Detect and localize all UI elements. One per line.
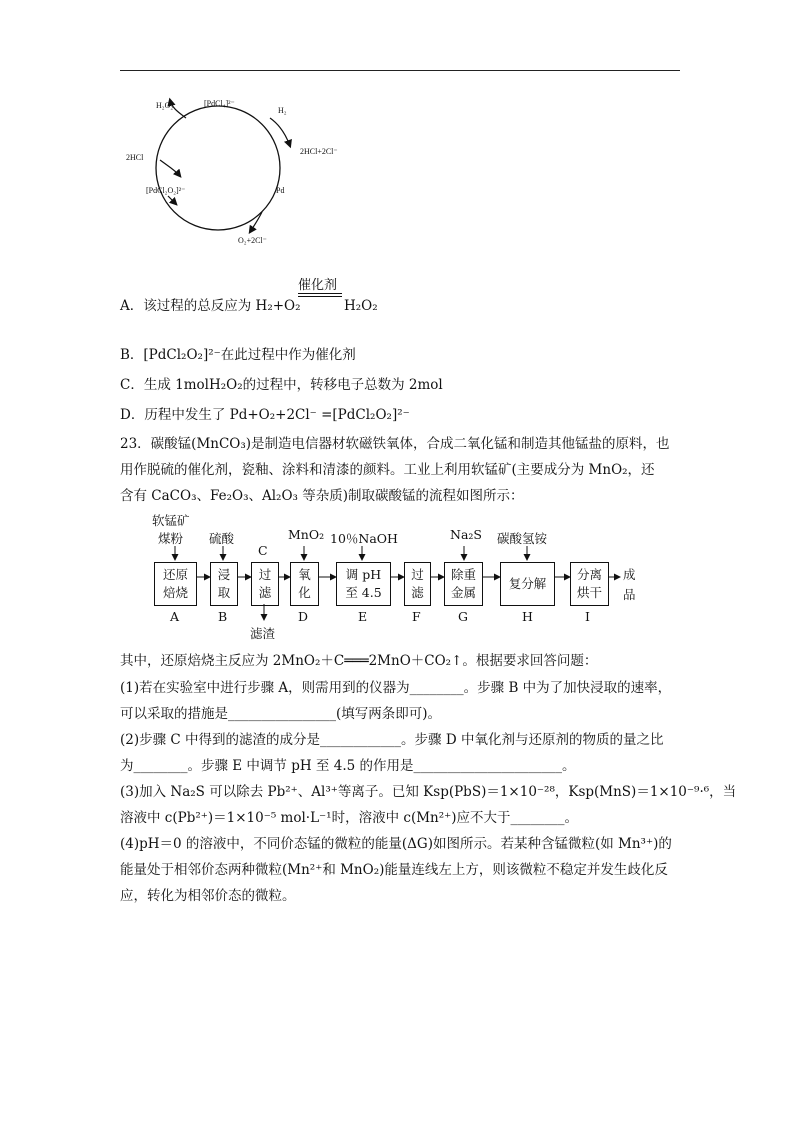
input-coal: 煤粉 (158, 531, 184, 546)
step-box-h: 复分解 (500, 562, 555, 606)
question-4-line-3: 应，转化为相邻价态的微粒。 (120, 888, 296, 904)
question-1-line-1: (1)若在实验室中进行步骤 A，则需用到的仪器为________。步骤 B 中为了加快浸取的速率， (120, 680, 672, 696)
question-4-line-2: 能量处于相邻价态两种微粒(Mn²⁺和 MnO₂)能量连线左上方，则该微粒不稳定并发生歧化反 (120, 862, 668, 878)
question-1-line-2: 可以采取的措施是________________(填写两条即可)。 (120, 706, 442, 722)
step-letter-b: B (218, 609, 228, 624)
input-ammonium-bicarbonate: 碳酸氢铵 (497, 531, 548, 546)
step-letter-f: F (412, 609, 421, 624)
step-box-f: 过 滤 (404, 562, 431, 606)
label-2hcl: 2HCl (126, 153, 144, 162)
step-letter-d: D (298, 609, 309, 624)
residue-label: 滤渣 (250, 626, 276, 641)
label-hcl-2cl: 2HCl+2Cl⁻ (300, 147, 338, 156)
label-pdcl4: [PdCl₄]²⁻ (204, 99, 235, 108)
input-na2s: Na₂S (450, 527, 482, 542)
option-d: D．历程中发生了 Pd+O₂+2Cl⁻ =[PdCl₂O₂]²⁻ (120, 407, 410, 423)
question-2-line-1: (2)步骤 C 中得到的滤渣的成分是____________。步骤 D 中氧化剂与还原剂的物质的量之比 (120, 732, 664, 748)
question-4-line-1: (4)pH＝0 的溶液中，不同价态锰的微粒的能量(ΔG)如图所示。若某种含锰微粒(如 Mn³⁺)的 (120, 836, 672, 852)
label-o2-2cl: O₂+2Cl⁻ (238, 236, 267, 245)
option-a-product: H₂O₂ (344, 298, 378, 314)
step-letter-i: I (585, 609, 590, 624)
step-box-b: 浸 取 (210, 562, 238, 606)
input-mno2: MnO₂ (288, 527, 325, 542)
option-a: A．该过程的总反应为 H₂+O₂ (120, 298, 301, 314)
step-letter-a: A (170, 609, 180, 624)
step-letter-g: G (458, 609, 468, 624)
flow-arrows (0, 500, 800, 650)
step-letter-e: E (358, 609, 368, 624)
label-pdcl2o2: [PdCl₂O₂]²⁻ (146, 186, 186, 195)
label-h2o2: H₂O₂ (156, 101, 174, 110)
q23-intro-2: 用作脱硫的催化剂，瓷釉、涂料和清漆的颜料。工业上利用软锰矿(主要成分为 MnO₂，还 (120, 462, 655, 478)
step-letter-h: H (522, 609, 533, 624)
q23-intro-3: 含有 CaCO₃、Fe₂O₃、Al₂O₃ 等杂质)制取碳酸锰的流程如图所示： (120, 488, 524, 504)
step-box-i: 分离 烘干 (570, 562, 609, 606)
step-box-g: 除重 金属 (444, 562, 483, 606)
catalyst-label: 催化剂 (298, 278, 338, 293)
label-h2: H₂ (278, 106, 287, 115)
reaction-statement: 其中，还原焙烧主反应为 2MnO₂＋C═══2MnO＋CO₂↑。根据要求回答问题： (120, 653, 598, 669)
equal-bar-top (298, 293, 342, 294)
equal-bar-bottom (298, 296, 342, 297)
product-label-2: 品 (623, 587, 636, 602)
q23-intro-1: 23．碳酸锰(MnCO₃)是制造电信器材软磁铁氧体，合成二氧化锰和制造其他锰盐的原料，也 (120, 436, 670, 452)
step-box-a: 还原 焙烧 (154, 562, 197, 606)
label-pd: Pd (276, 186, 285, 195)
question-3-line-1: (3)加入 Na₂S 可以除去 Pb²⁺、Al³⁺等离子。已知 Ksp(PbS)＝1×10⁻²⁸，Ksp(MnS)＝1×10⁻⁹·⁶，当 (120, 784, 737, 800)
input-sulfuric-acid: 硫酸 (209, 531, 235, 546)
option-b: B．[PdCl₂O₂]²⁻在此过程中作为催化剂 (120, 347, 356, 363)
product-label-1: 成 (623, 567, 636, 582)
step-box-c: 过 滤 (251, 562, 279, 606)
input-c: C (258, 543, 268, 558)
step-box-e: 调 pH 至 4.5 (336, 562, 391, 606)
cycle-circle (0, 0, 800, 260)
input-pyrolusite: 软锰矿 (152, 513, 190, 528)
input-naoh: 10％NaOH (330, 531, 398, 546)
question-3-line-2: 溶液中 c(Pb²⁺)＝1×10⁻⁵ mol·L⁻¹时，溶液中 c(Mn²⁺)应不大于________。 (120, 810, 579, 826)
step-box-d: 氧 化 (290, 562, 319, 606)
question-2-line-2: 为________。步骤 E 中调节 pH 至 4.5 的作用是______________________。 (120, 758, 576, 774)
option-c: C．生成 1molH₂O₂的过程中，转移电子总数为 2mol (120, 377, 443, 393)
